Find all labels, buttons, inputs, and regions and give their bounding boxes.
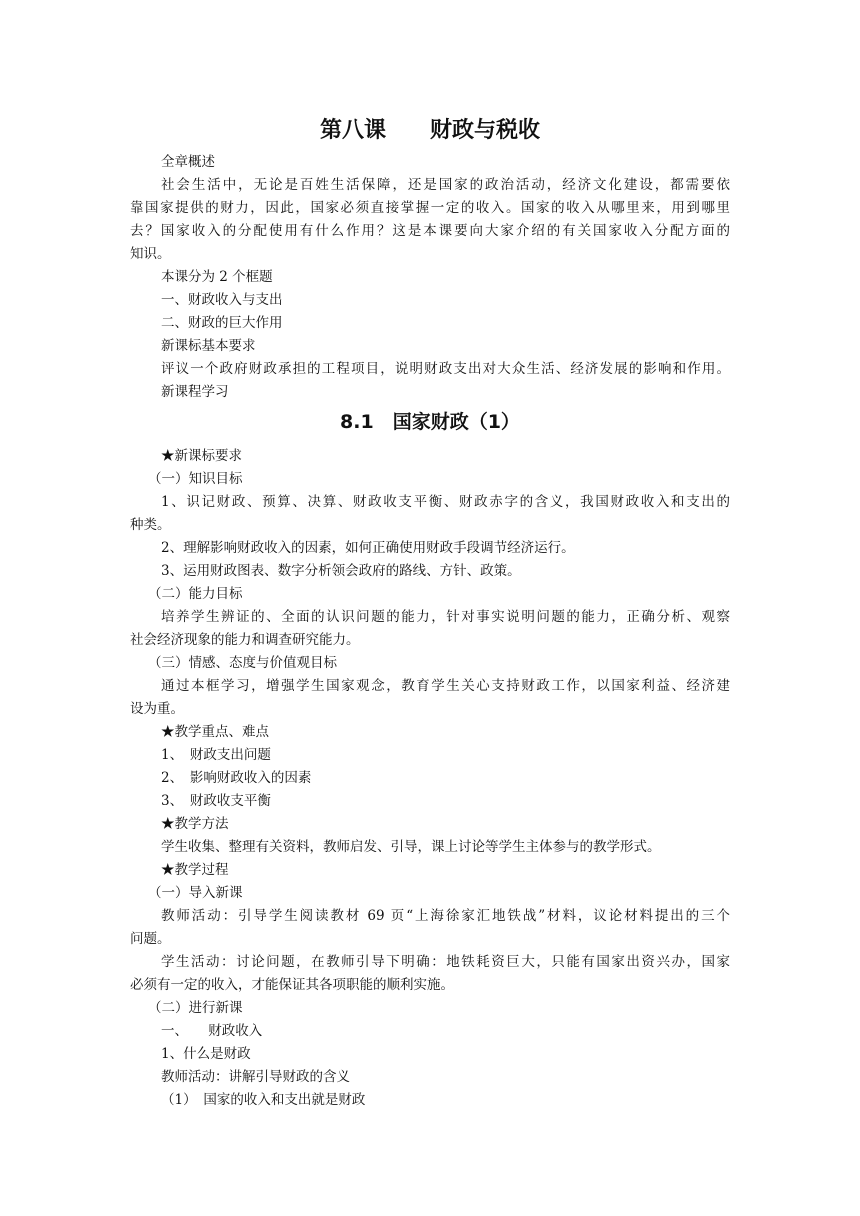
text-line: 1、什么是财政: [161, 1046, 251, 1062]
text-line: （1） 国家的收入和支出就是财政: [161, 1092, 366, 1108]
text-line: ★教学方法: [161, 816, 229, 832]
text-line: 2、理解影响财政收入的因素，如何正确使用财政手段调节经济运行。: [161, 540, 575, 556]
text-line: 知识。: [130, 246, 171, 262]
text-line: 全章概述: [161, 154, 215, 170]
text-line: 社会生活中，无论是百姓生活保障，还是国家的政治活动，经济文化建设，都需要依: [161, 177, 730, 193]
text-line: 本课分为 2 个框题: [161, 269, 273, 285]
text-line: （二）进行新课: [148, 1000, 243, 1016]
text-line: 去？国家收入的分配使用有什么作用？这是本课要向大家介绍的有关国家收入分配方面的: [130, 223, 730, 239]
text-line: 新课程学习: [161, 384, 229, 400]
text-line: ★新课标要求: [161, 448, 242, 464]
text-line: 设为重。: [130, 701, 184, 717]
text-line: 靠国家提供的财力，因此，国家必须直接掌握一定的收入。国家的收入从哪里来，用到哪里: [130, 200, 730, 216]
text-line: 必须有一定的收入，才能保证其各项职能的顺利实施。: [130, 977, 454, 993]
text-line: （三）情感、态度与价值观目标: [148, 655, 337, 671]
text-line: 培养学生辨证的、全面的认识问题的能力，针对事实说明问题的能力，正确分析、观察: [161, 609, 730, 625]
text-line: 二、财政的巨大作用: [161, 315, 283, 331]
text-line: 学生收集、整理有关资料，教师启发、引导，课上讨论等学生主体参与的教学形式。: [161, 839, 661, 855]
text-line: 3、 财政收支平衡: [161, 793, 271, 809]
text-line: 一、财政收入与支出: [161, 292, 283, 308]
text-line: 社会经济现象的能力和调查研究能力。: [130, 632, 360, 648]
text-line: 评议一个政府财政承担的工程项目，说明财政支出对大众生活、经济发展的影响和作用。: [161, 361, 730, 377]
text-line: 通过本框学习，增强学生国家观念，教育学生关心支持财政工作，以国家利益、经济建: [161, 678, 730, 694]
text-line: ★教学过程: [161, 862, 229, 878]
text-line: 教师活动：讲解引导财政的含义: [161, 1069, 350, 1085]
text-line: 种类。: [130, 517, 171, 533]
chapter-heading: 第八课 财政与税收: [319, 118, 540, 143]
text-line: 教师活动：引导学生阅读教材 69 页“上海徐家汇地铁战”材料，议论材料提出的三个: [161, 908, 730, 924]
text-line: （一）导入新课: [148, 885, 243, 901]
text-line: 1、 财政支出问题: [161, 747, 271, 763]
text-line: 新课标基本要求: [161, 338, 256, 354]
text-line: 学生活动：讨论问题，在教师引导下明确：地铁耗资巨大，只能有国家出资兴办，国家: [161, 954, 730, 970]
text-line: （二）能力目标: [148, 586, 243, 602]
text-line: 一、 财政收入: [161, 1023, 263, 1039]
text-line: （一）知识目标: [148, 471, 243, 487]
section-title: 8.1 国家财政（1）: [340, 411, 520, 433]
text-line: 2、 影响财政收入的因素: [161, 770, 312, 786]
text-line: 3、运用财政图表、数字分析领会政府的路线、方针、政策。: [161, 563, 521, 579]
text-line: 1、识记财政、预算、决算、财政收支平衡、财政赤字的含义，我国财政收入和支出的: [161, 494, 730, 510]
text-line: 问题。: [130, 931, 171, 947]
text-line: ★教学重点、难点: [161, 724, 269, 740]
